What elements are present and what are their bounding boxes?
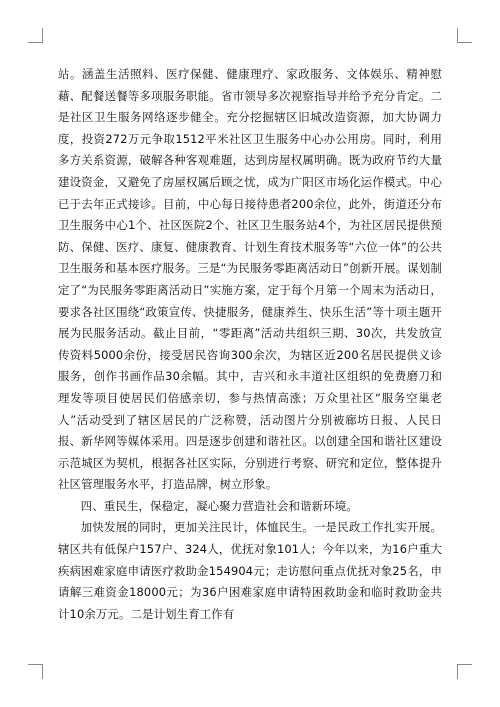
paragraph-continuation: 站。涵盖生活照料、医疗保健、健康理疗、家政服务、文体娱乐、精神慰藉、配餐送餐等多项服务职能。省市领导多次视察指导并给予充分肯定。二是社区卫生服务网络逐步健全。充分挖掘辖区旧城改造资源，加大协调力度，投资272万元争取1512平米社区卫生服务中心办公用房。同时，利用多方关系资源，破解各种客观难题，达到房屋权属明确。既为政府节约大量建设资金，又避免了房屋权属后顾之忧，成为广阳区市场化运作模式。中心已于去年正式接诊。目前，中心每日接待患者200余位，此外，街道还分布卫生服务中心1个、社区医院2个、社区卫生服务站4个，为社区居民提供预防、保健、医疗、康复、健康教育、计划生育技术服务等“六位一体”的公共卫生服务和基本医疗服务。三是“为民服务零距离活动日”创新开展。谋划制定了“为民服务零距离活动日”实施方案，定于每个月第一个周末为活动日，要求各社区围绕“政策宣传、快捷服务，健康养生、快乐生活”等十项主题开展为民服务活动。截止目前，“零距离”活动共组织三期、30次，共发放宣传资料5000余份，接受居民咨询300余次，为辖区近200名居民提供义诊服务，创作书画作品30余幅。其中，吉兴和永丰道社区组织的免费磨刀和理发等项目使居民们倍感亲切，参与热情高涨；万众里社区“服务空巢老人”活动受到了辖区居民的广泛称赞，活动图片分别被廊坊日报、人民日报、新华网等媒体采用。四是逐步创建和谐社区。以创建全国和谐社区建设示范城区为契机，根据各社区实际，分别进行考察、研究和定位，整体提升社区管理服务水平，打造品牌，树立形象。 <box>58 67 442 492</box>
section-heading: 四、重民生，保稳定，凝心聚力营造社会和谐新环境。 <box>80 498 358 513</box>
crop-mark-top-right <box>457 28 472 43</box>
crop-mark-bottom-right <box>457 664 472 679</box>
document-body <box>58 64 442 625</box>
crop-mark-top-left <box>28 28 43 43</box>
crop-mark-bottom-left <box>28 664 43 679</box>
paragraph: 加快发展的同时，更加关注民计，体恤民生。一是民政工作扎实开展。辖区共有低保户157户、324人，优抚对象101人；今年以来，为16户重大疾病困难家庭申请医疗救助金154904元；走访慰问重点优抚对象25名，申请解三难资金18000元；为36户困难家庭申请特困救助金和临时救助金共计10余万元。二是计划生育工作有 <box>58 520 442 621</box>
